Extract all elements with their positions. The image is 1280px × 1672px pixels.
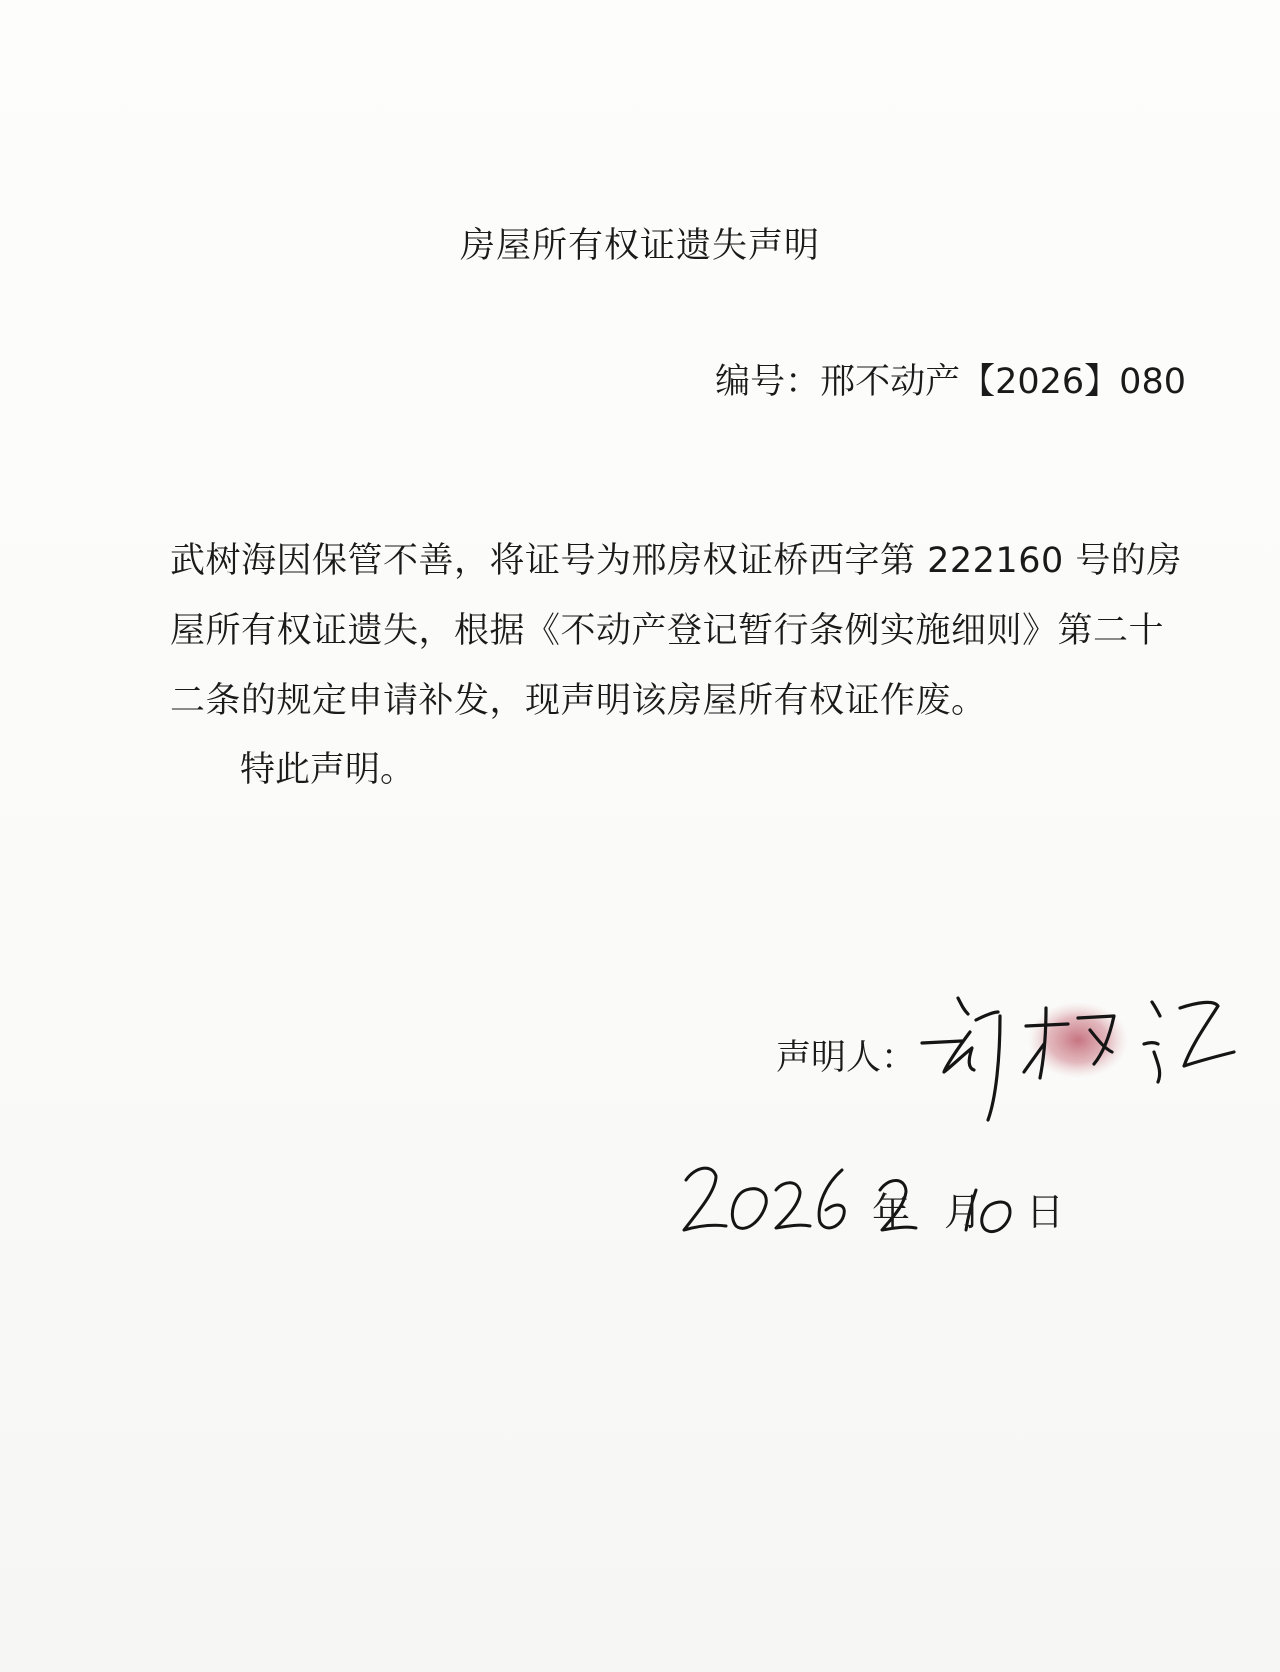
document-number: 编号：邢不动产【2026】080 (715, 362, 1186, 402)
closing-line: 特此声明。 (240, 750, 416, 790)
date-year-unit: 年 (872, 1190, 911, 1234)
date-month-unit: 月 (944, 1190, 983, 1234)
document-title: 房屋所有权证遗失声明 (459, 226, 820, 266)
handwritten-signature (918, 948, 1268, 1148)
statement-body: 武树海因保管不善，将证号为邢房权证桥西字第 222160 号的房屋所有权证遗失，根据《不动产登记暂行条例实施细则》第二十二条的规定申请补发，现声明该房屋所有权证作废。 (170, 541, 1182, 721)
declarant-label: 声明人： (776, 1038, 917, 1078)
date-day-unit: 日 (1026, 1190, 1065, 1234)
statement-date (676, 1150, 1116, 1250)
